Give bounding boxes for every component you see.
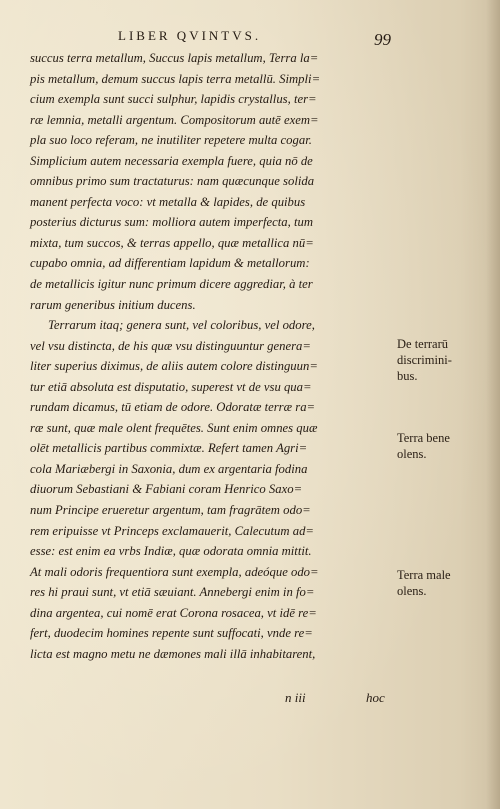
catchword: hoc (366, 690, 385, 705)
text-line: pla suo loco referam, ne inutiliter repetere multa cogar. (30, 133, 312, 148)
marginal-note-terra-bene-olens (397, 430, 487, 462)
text-line: rem eripuisse vt Princeps exclamauerit, Calecutum ad= (30, 523, 314, 538)
text-line: fert, duodecim homines repente sunt suffocati, vnde re= (30, 626, 313, 641)
page-number: 99 (374, 30, 391, 49)
text-line: res hi praui sunt, vt etiā sæuiant. Annebergi enim in fo= (30, 585, 315, 600)
marginal-note-de-terrarum (397, 336, 487, 384)
text-line: esse: est enim ea vrbs Indiæ, quæ odorata omnia mittit. (30, 544, 312, 559)
text-line: tur etiā absoluta est disputatio, superest vt de vsu qua= (30, 379, 312, 394)
text-line: cola Mariæbergi in Saxonia, dum ex argentaria fodina (30, 461, 308, 476)
text-line: cupabo omnia, ad differentiam lapidum & metallorum: (30, 256, 310, 271)
text-line: mixta, tum succos, & terras appello, quæ metallica nū= (30, 235, 314, 250)
text-line: manent perfecta voco: vt metalla & lapides, de quibus (30, 194, 306, 209)
text-line: diuorum Sebastiani & Fabiani coram Henrico Saxo= (30, 482, 303, 497)
text-line: ræ sunt, quæ male olent frequētes. Sunt enim omnes quæ (30, 420, 318, 435)
page-edge-shadow (486, 0, 500, 809)
marginal-note-line: De terrarū (397, 337, 449, 351)
text-line: liter superius diximus, de aliis autem colore distinguun= (30, 359, 318, 374)
marginal-note-line: bus. (397, 369, 418, 383)
text-line: dina argentea, cui nomē erat Corona rosacea, vt idē re= (30, 605, 317, 620)
text-line: rundam dicamus, tū etiam de odore. Odoratæ terræ ra= (30, 400, 316, 415)
marginal-note-terra-male-olens (397, 567, 487, 599)
text-line: omnibus primo sum tractaturus: nam quæcunque solida (30, 174, 315, 189)
text-line: Simplicium autem necessaria exempla fuere, quia nō de (30, 153, 313, 168)
text-line: cium exempla sunt succi sulphur, lapidis crystallus, ter= (30, 92, 317, 107)
text-line: olēt metallicis partibus commixtæ. Refert tamen Agri= (30, 441, 308, 456)
paragraph-start-line: Terrarum itaq; genera sunt, vel coloribus, vel odore, (48, 318, 315, 333)
running-head: LIBER QVINTVS. (118, 28, 262, 43)
text-line: de metallicis igitur nunc primum dicere aggrediar, à ter (30, 277, 313, 292)
text-line: licta est magno metu ne dæmones mali illā inhabitarent, (30, 646, 316, 661)
text-line: num Principe erueretur argentum, tam fragrātem odo= (30, 503, 311, 518)
text-line: ræ lemnia, metalli argentum. Compositorum autē exem= (30, 112, 319, 127)
text-line: At mali odoris frequentiora sunt exempla, adeóque odo= (30, 564, 319, 579)
text-line: vel vsu distincta, de his quæ vsu distinguuntur genera= (30, 338, 311, 353)
main-text-block (30, 48, 392, 664)
marginal-note-line: olens. (397, 584, 427, 598)
marginal-note-line: Terra bene (397, 431, 450, 445)
text-line: posterius dicturus sum: molliora autem imperfecta, tum (30, 215, 313, 230)
signature-mark: n iii (285, 690, 306, 705)
text-line: rarum generibus initium ducens. (30, 297, 196, 312)
text-line: pis metallum, demum succus lapis terra metallū. Simpli= (30, 71, 321, 86)
marginal-note-line: olens. (397, 447, 427, 461)
text-line: succus terra metallum, Succus lapis metallum, Terra la= (30, 51, 319, 65)
marginal-note-line: Terra male (397, 568, 451, 582)
marginal-note-line: discrimini- (397, 353, 452, 367)
